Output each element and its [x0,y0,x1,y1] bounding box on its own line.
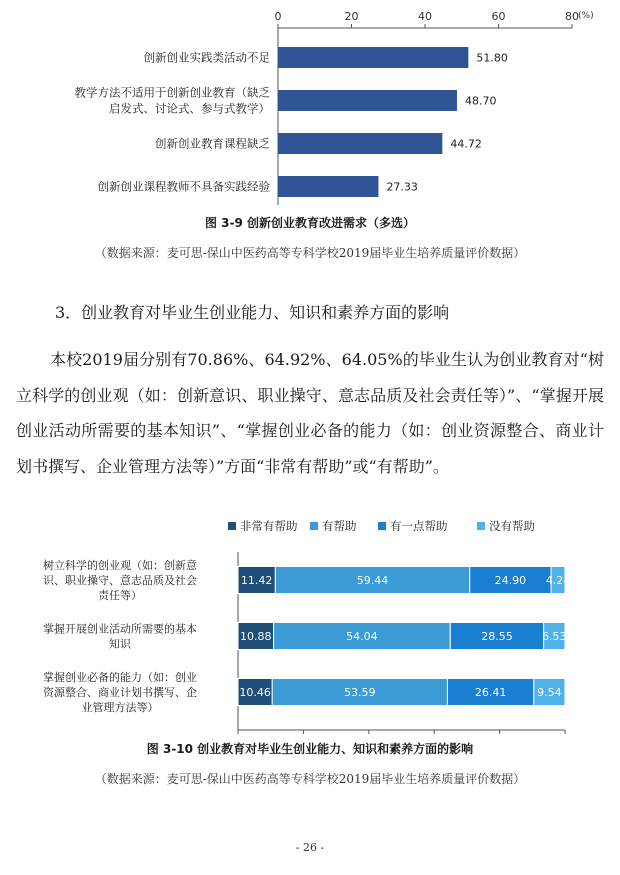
category-label: 掌握创业必备的能力（如：创业 [43,671,197,684]
category-label: 掌握开展创业活动所需要的基本 [43,622,197,636]
category-label: 责任等） [98,589,142,602]
category-label: 创新创业实践类活动不足 [143,50,270,65]
legend-label: 有帮助 [322,519,357,533]
x-tick-label: 40 [418,10,432,23]
legend-swatch [310,522,318,530]
figure-3-9-source: （数据来源：麦可思-保山中医药高等专科学校2019届毕业生培养质量评价数据） [94,246,526,260]
category-label: 启发式、讨论式、参与式教学） [109,101,270,116]
segment-value-label: 6.53 [542,630,567,643]
legend-label: 非常有帮助 [240,519,298,533]
segment-value-label: 26.41 [474,686,507,699]
category-label: 业管理方法等） [81,701,159,714]
bar [278,133,442,154]
legend-swatch [477,522,485,530]
entrepreneurship-impact-stacked-chart [0,518,620,736]
legend-label: 没有帮助 [489,519,535,533]
bar-value-label: 44.72 [450,137,482,151]
axis-unit-label: (%) [578,11,594,21]
legend-swatch [378,522,386,530]
category-label: 资源整合、商业计划书撰写、企 [43,686,197,699]
category-label: 知识 [109,637,131,651]
category-label: 识、职业操守、意志品质及社会 [43,574,197,587]
section-heading: 3．创业教育对毕业生创业能力、知识和素养方面的影响 [55,303,450,322]
category-label: 树立科学的创业观（如：创新意 [43,559,197,572]
bar [278,47,468,68]
segment-value-label: 9.54 [537,686,562,699]
bar [278,176,378,197]
legend-label: 有一点帮助 [390,519,448,533]
segment-value-label: 10.88 [240,630,272,643]
segment-value-label: 54.04 [346,630,378,643]
figure-3-10-source: （数据来源：麦可思-保山中医药高等专科学校2019届毕业生培养质量评价数据） [94,772,526,786]
legend-swatch [228,522,236,530]
x-tick-label: 0 [274,10,282,23]
category-label: 创新创业教育课程缺乏 [155,136,270,151]
bar [278,90,457,111]
segment-value-label: 4.24 [545,574,571,587]
section-paragraph: 本校2019届分别有70.86%、64.92%、64.05%的毕业生认为创业教育对“树立科学的创业观（如：创新意识、职业操守、意志品质及社会责任等）”、“掌握开展创业活动所需要的基本知识”、“掌握创业必备的能力（如：创业资源整合、商业计划书撰写、企业管理方法等）”方面“非常有帮助”或“有帮助”。 [16,350,604,476]
x-tick-label: 60 [491,10,506,23]
segment-value-label: 59.44 [356,574,389,587]
segment-value-label: 10.46 [239,686,271,699]
bar-value-label: 51.80 [476,51,508,65]
category-label: 创新创业课程教师不具备实践经验 [97,179,270,194]
figure-3-10-caption: 图 3-10 创业教育对毕业生创业能力、知识和素养方面的影响 [146,742,474,756]
x-tick-label: 80 [565,10,579,23]
segment-value-label: 53.59 [344,686,376,699]
segment-value-label: 28.55 [481,630,513,643]
improvement-needs-bar-chart [0,0,620,205]
page-number: - 26 - [295,841,325,854]
bar-value-label: 27.33 [386,180,418,194]
x-tick-label: 20 [344,10,359,23]
figure-3-9-caption: 图 3-9 创新创业教育改进需求（多选） [204,216,416,230]
segment-value-label: 24.90 [494,574,527,587]
bar-value-label: 48.70 [464,94,497,108]
category-label: 教学方法不适用于创新创业教育（缺乏 [74,85,270,100]
segment-value-label: 11.42 [240,574,273,587]
